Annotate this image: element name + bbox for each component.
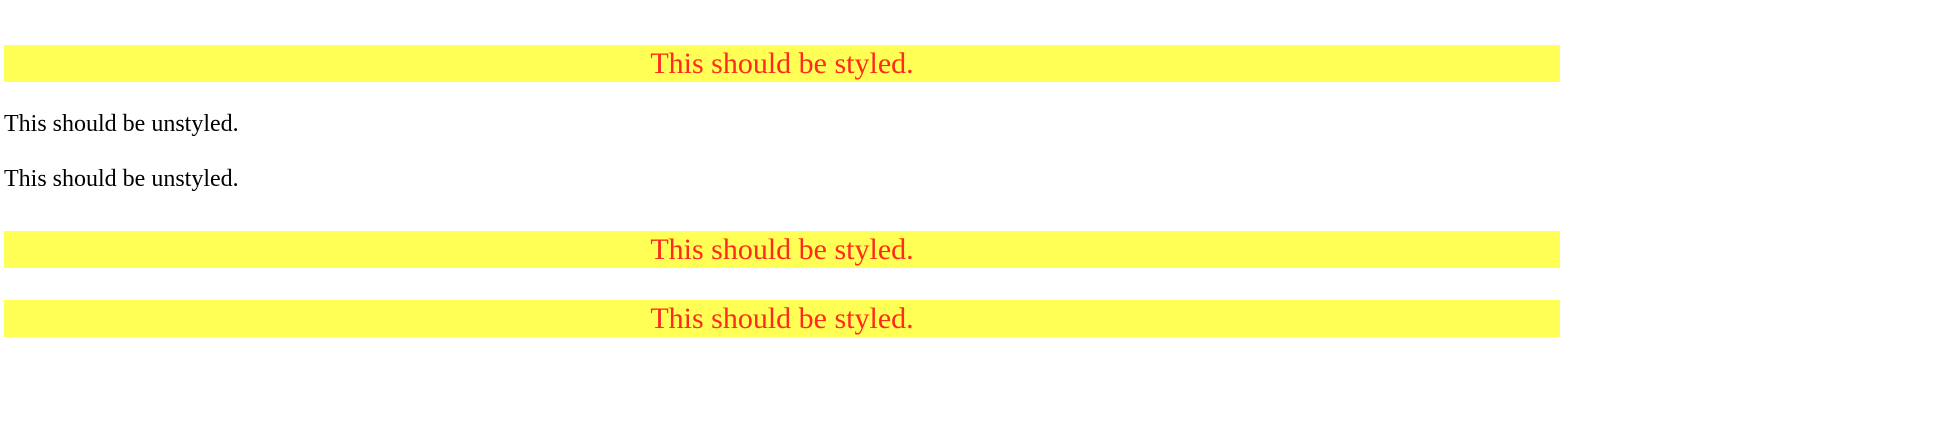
styled-paragraph: This should be styled. — [4, 231, 1560, 268]
styled-paragraph: This should be styled. — [4, 300, 1560, 337]
unstyled-paragraph: This should be unstyled. — [4, 111, 239, 137]
styled-paragraph: This should be styled. — [4, 45, 1560, 82]
unstyled-paragraph: This should be unstyled. — [4, 166, 239, 192]
